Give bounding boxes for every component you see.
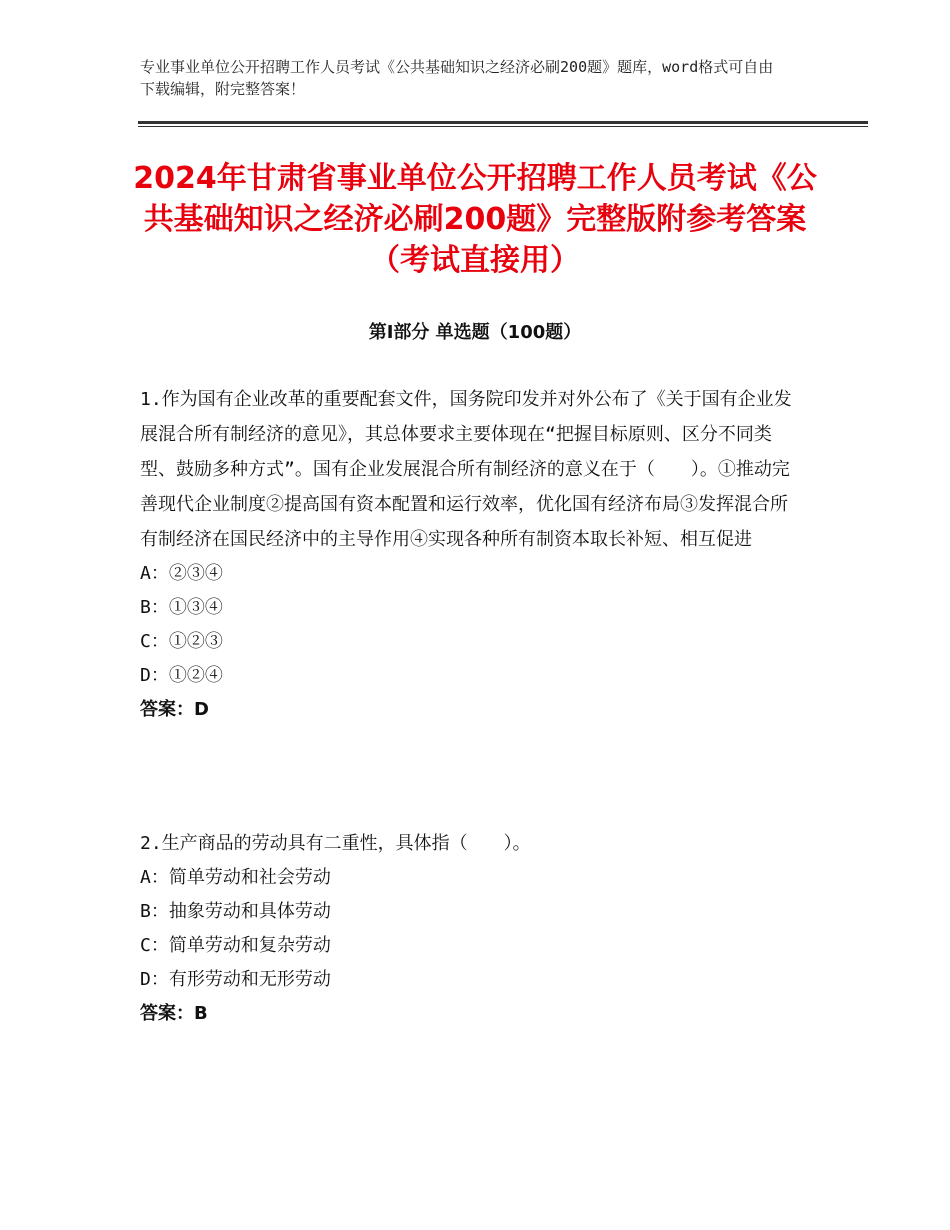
option-d: D：有形劳动和无形劳动 xyxy=(140,969,331,990)
question-stem: 1.作为国有企业改革的重要配套文件，国务院印发并对外公布了《关于国有企业发展混合所有制经济的意见》，其总体要求主要体现在“把握目标原则、区分不同类型、鼓励多种方式”。国有企业发展混合所有制经济的意义在于（ ）。①推动完善现代企业制度②提高国有资本配置和运行效率，优化国有经济布局③发挥混合所有制经济在国民经济中的主导作用④实现各种所有制资本取长补短、相互促进 xyxy=(140,389,792,550)
option-c: C：简单劳动和复杂劳动 xyxy=(140,935,331,956)
header-rule-thick xyxy=(138,121,868,124)
option-d: D：①②④ xyxy=(140,665,223,686)
answer: 答案：B xyxy=(140,1003,208,1024)
question-2 xyxy=(140,826,800,1031)
question-stem: 2.生产商品的劳动具有二重性，具体指（ ）。 xyxy=(140,833,531,854)
question-1 xyxy=(140,382,800,727)
option-a: A：②③④ xyxy=(140,563,223,584)
header-rule-thin xyxy=(138,126,868,127)
answer: 答案：D xyxy=(140,699,209,720)
option-c: C：①②③ xyxy=(140,631,223,652)
header-note: 专业事业单位公开招聘工作人员考试《公共基础知识之经济必刷200题》题库，word格式可自由下载编辑，附完整答案！ xyxy=(140,58,774,98)
option-b: B：抽象劳动和具体劳动 xyxy=(140,901,331,922)
option-a: A：简单劳动和社会劳动 xyxy=(140,867,331,888)
document-title: 2024年甘肃省事业单位公开招聘工作人员考试《公共基础知识之经济必刷200题》完整版附参考答案（考试直接用） xyxy=(133,161,817,278)
section-heading: 第Ⅰ部分 单选题（100题） xyxy=(368,322,582,343)
option-b: B：①③④ xyxy=(140,597,223,618)
